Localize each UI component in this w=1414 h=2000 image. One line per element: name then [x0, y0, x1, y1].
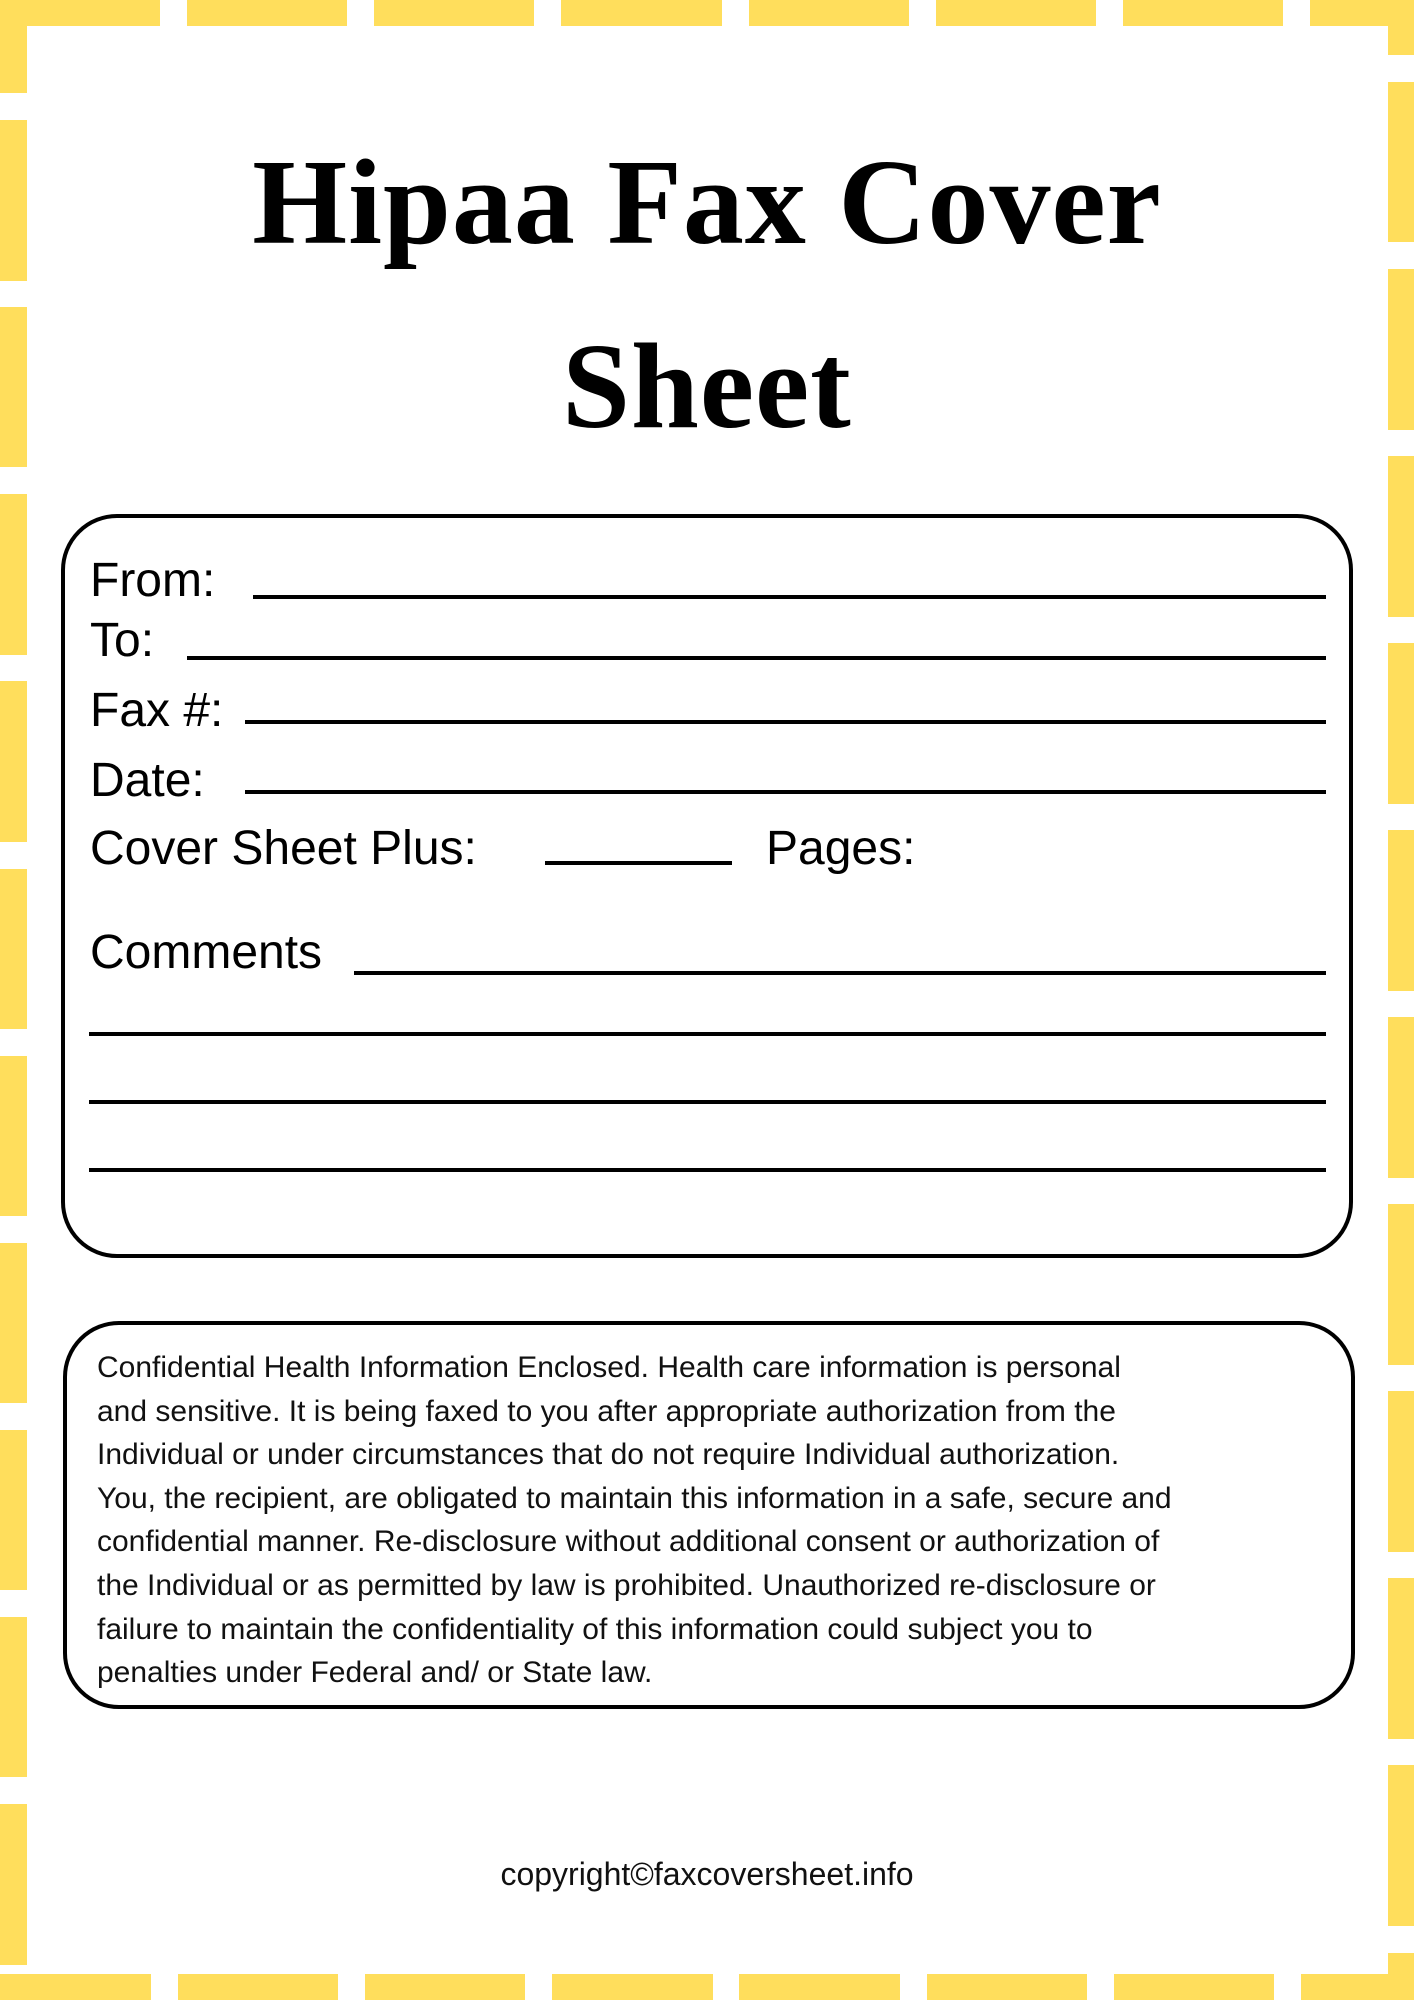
border-dash — [0, 1056, 27, 1216]
border-dash — [936, 0, 1096, 26]
confidentiality-notice-text — [97, 1346, 1337, 1695]
border-dash — [0, 1617, 27, 1777]
border-dash — [749, 0, 909, 26]
notice-line: Individual or under circumstances that do not require Individual authorization. — [97, 1438, 1120, 1472]
notice-line: failure to maintain the confidentiality of this information could subject you to — [97, 1612, 1093, 1646]
comments-extra-line[interactable] — [89, 1032, 1326, 1036]
notice-line: You, the recipient, are obligated to maintain this information in a safe, secure and — [97, 1481, 1172, 1515]
cover-sheet-plus-label: Cover Sheet Plus: — [90, 822, 477, 875]
border-dash — [1301, 1974, 1414, 2000]
comments-field-line[interactable] — [354, 971, 1326, 975]
fax-details-box — [61, 514, 1353, 1258]
border-dash — [1388, 1578, 1414, 1739]
notice-line: the Individual or as permitted by law is prohibited. Unauthorized re-disclosure or — [97, 1568, 1156, 1602]
fax-number-field-line[interactable] — [245, 720, 1326, 724]
fax-number-label: Fax #: — [90, 684, 224, 737]
page-title-line-1: Hipaa Fax Cover — [252, 135, 1162, 270]
border-dash — [0, 1243, 27, 1403]
border-dash — [187, 0, 347, 26]
border-dash — [1123, 0, 1283, 26]
border-dash — [0, 494, 27, 655]
notice-line: confidential manner. Re-disclosure without additional consent or authorization of — [97, 1525, 1160, 1559]
border-dash — [365, 1974, 525, 2000]
notice-line: Confidential Health Information Enclosed. Health care information is personal — [97, 1351, 1121, 1384]
copyright-text: copyright©faxcoversheet.info — [500, 1856, 914, 1892]
border-dash — [1388, 1391, 1414, 1552]
border-dash — [1388, 456, 1414, 617]
to-label: To: — [90, 614, 155, 667]
to-field-line[interactable] — [187, 656, 1326, 660]
date-label: Date: — [90, 754, 205, 807]
border-dash — [927, 1974, 1087, 2000]
border-dash — [1388, 0, 1414, 55]
border-dash — [561, 0, 722, 26]
comments-label: Comments — [90, 926, 323, 979]
notice-line: and sensitive. It is being faxed to you after appropriate authorization from the — [97, 1394, 1116, 1428]
date-field-line[interactable] — [245, 790, 1326, 794]
from-field-line[interactable] — [253, 595, 1326, 599]
border-dash — [739, 1974, 900, 2000]
border-dash — [1388, 1017, 1414, 1178]
comments-extra-line[interactable] — [89, 1100, 1326, 1104]
notice-line: penalties under Federal and/ or State law. — [97, 1656, 653, 1690]
border-dash — [178, 1974, 338, 2000]
border-dash — [374, 0, 534, 26]
border-dash — [0, 1974, 151, 2000]
from-label: From: — [90, 554, 216, 607]
border-dash — [0, 681, 27, 842]
border-dash — [1114, 1974, 1274, 2000]
pages-label: Pages: — [766, 822, 916, 875]
border-dash — [0, 1430, 27, 1590]
border-dash — [0, 869, 27, 1029]
border-dash — [552, 1974, 713, 2000]
comments-extra-line[interactable] — [89, 1168, 1326, 1172]
border-dash — [0, 0, 27, 93]
border-dash — [1388, 830, 1414, 991]
border-dash — [1388, 643, 1414, 804]
page-title-line-2: Sheet — [562, 319, 852, 454]
border-dash — [1388, 1204, 1414, 1365]
cover-sheet-plus-field-line[interactable] — [545, 861, 732, 865]
border-dash — [1388, 1765, 1414, 1926]
